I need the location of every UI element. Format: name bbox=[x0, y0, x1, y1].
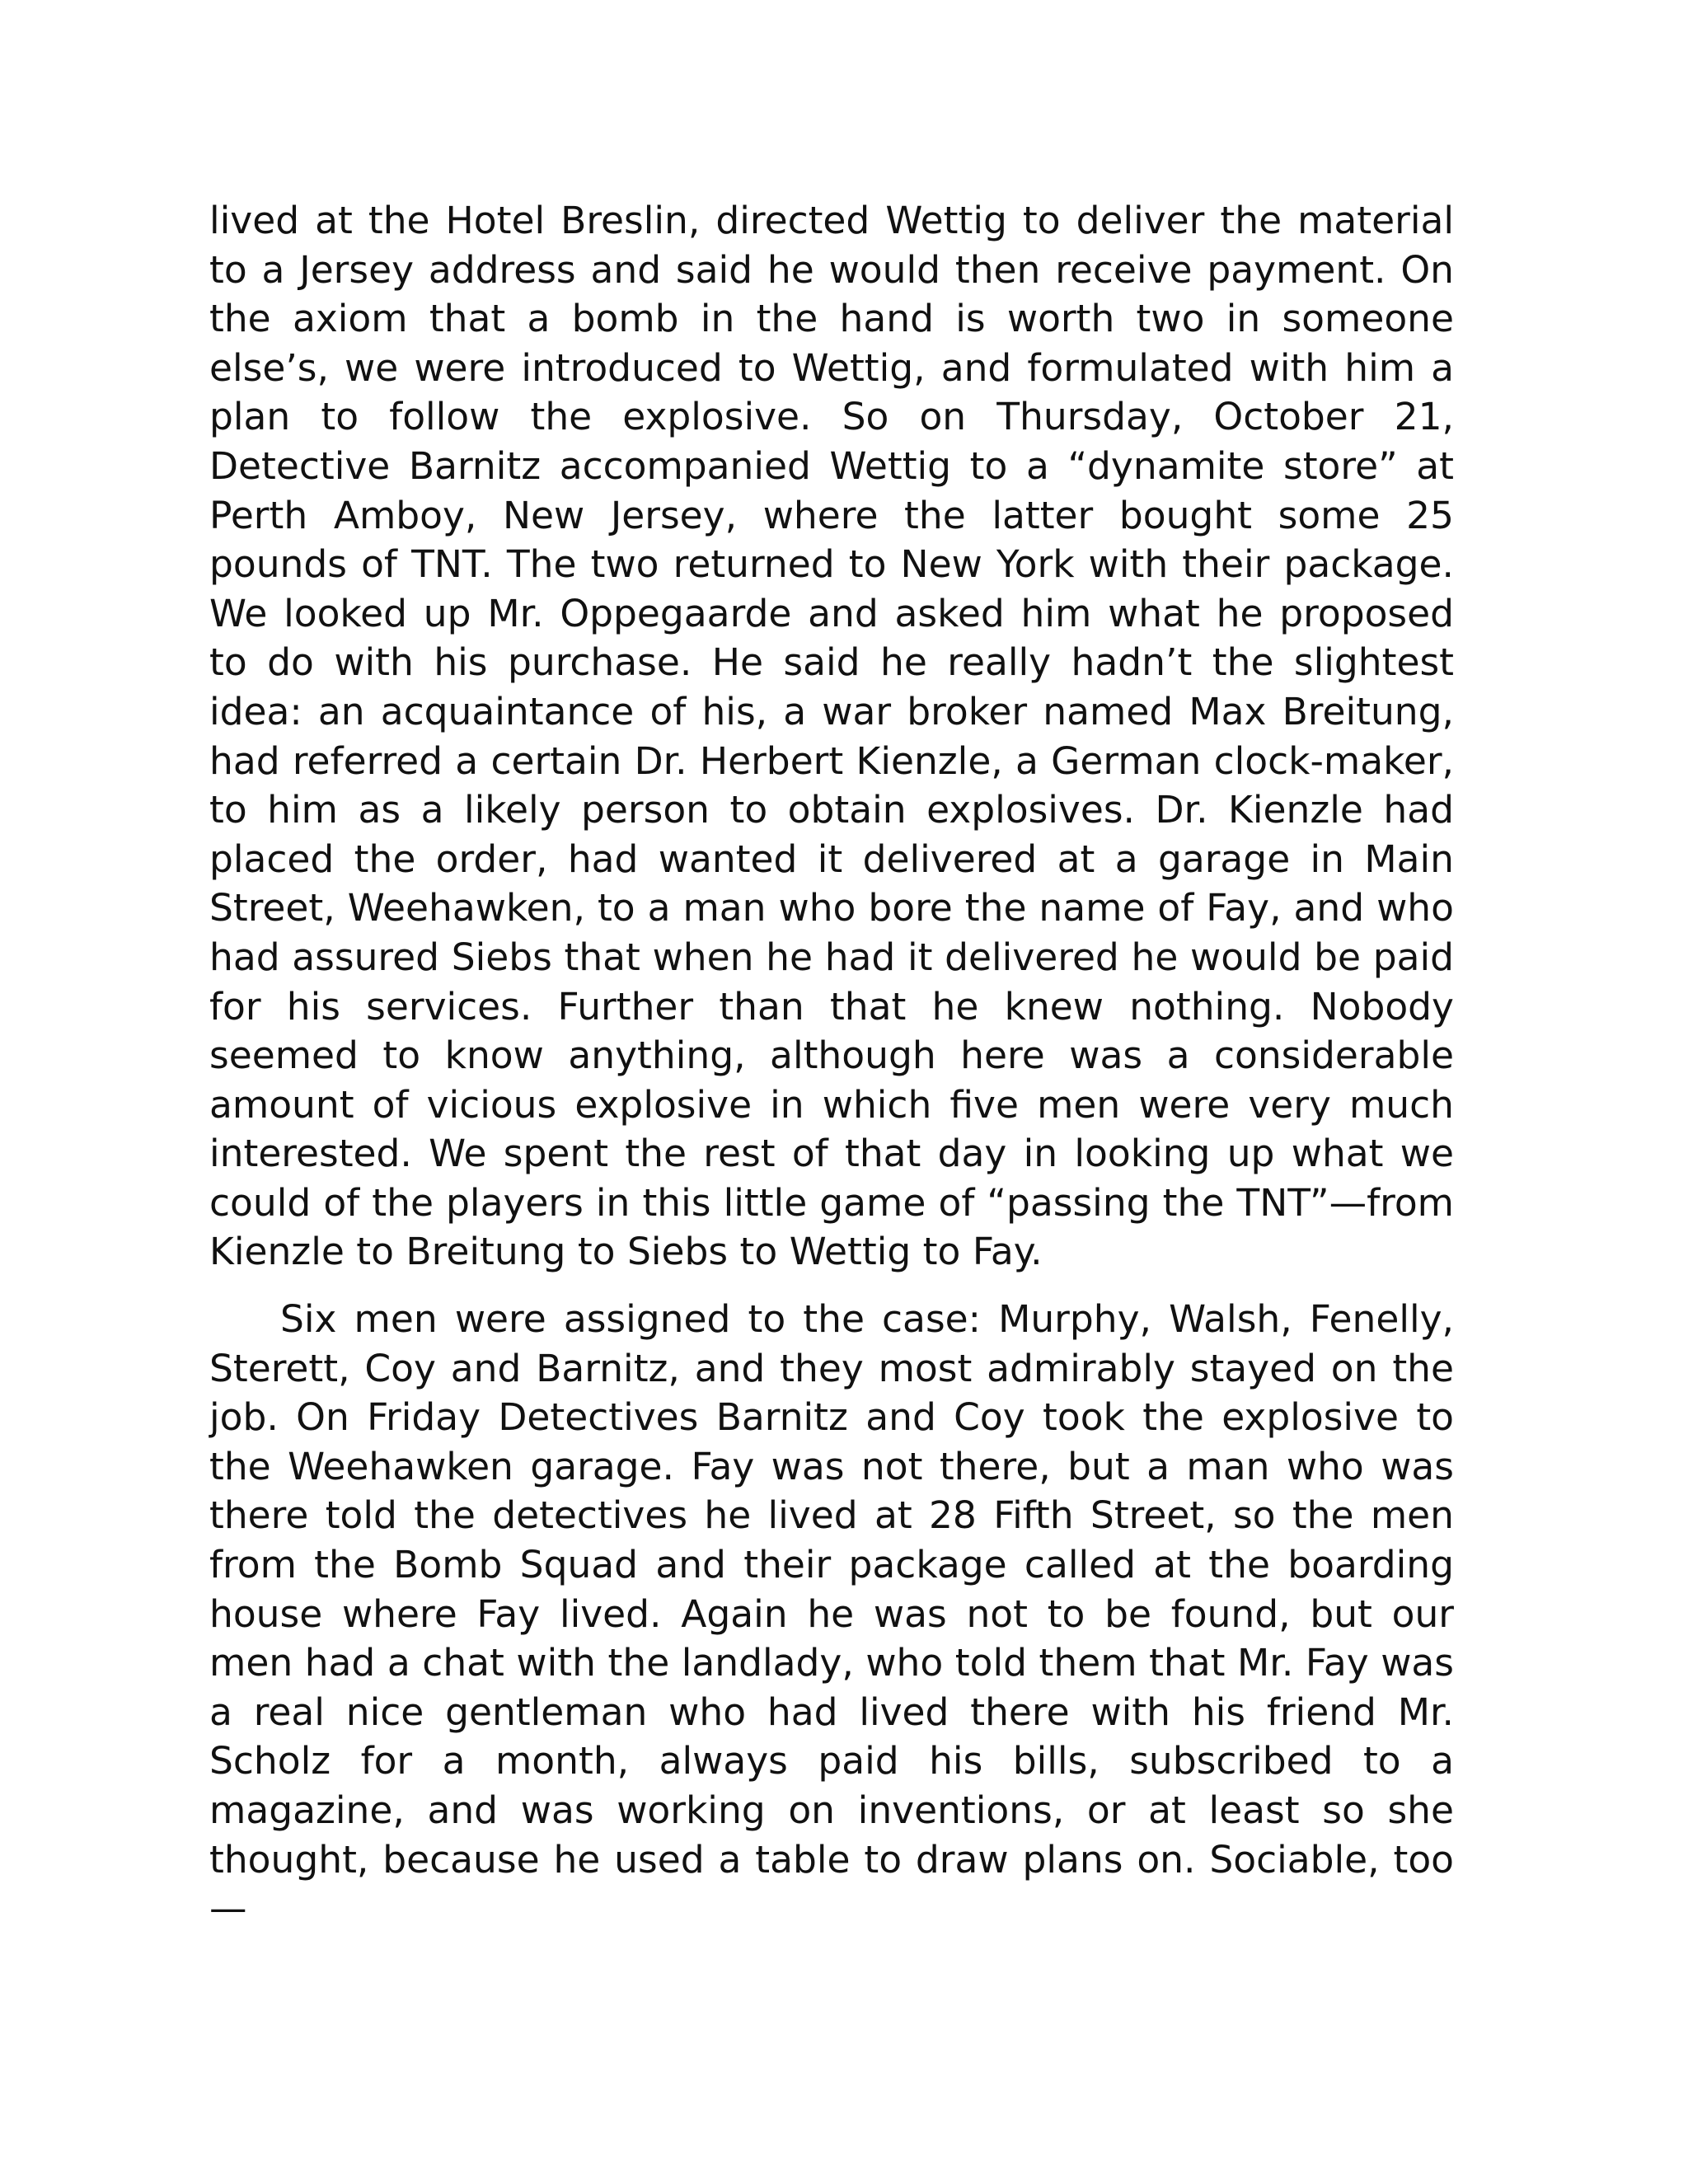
paragraph-1: lived at the Hotel Breslin, directed Wettig to deliver the material to a Jersey address and said he would then receive payment. On the axiom that a bomb in the hand is worth two in someone else’s, we were introduced to Wettig, and formulated with him a plan to follow the explosive. So on Thursday, October 21, Detective Barnitz accompanied Wettig to a “dynamite store” at Perth Amboy, New Jersey, where the latter bought some 25 pounds of TNT. The two returned to New York with their package. We looked up Mr. Oppegaarde and asked him what he proposed to do with his purchase. He said he really hadn’t the slightest idea: an acquaintance of his, a war broker named Max Breitung, had referred a certain Dr. Herbert Kienzle, a German clock-maker, to him as a likely person to obtain explosives. Dr. Kienzle had placed the order, had wanted it delivered at a garage in Main Street, Weehawken, to a man who bore the name of Fay, and who had assured Siebs that when he had it delivered he would be paid for his services. Further than that he knew nothing. Nobody seemed to know anything, although here was a considerable amount of vicious explosive in which five men were very much interested. We spent the rest of that day in looking up what we could of the players in this little game of “passing the TNT”—from Kienzle to Breitung to Siebs to Wettig to Fay. bbox=[209, 199, 1454, 1274]
page-text bbox=[209, 196, 1454, 1933]
paragraph-2: Six men were assigned to the case: Murphy, Walsh, Fenelly, Sterett, Coy and Barnitz, and they most admirably stayed on the job. On Friday Detectives Barnitz and Coy took the explosive to the Weehawken garage. Fay was not there, but a man who was there told the detectives he lived at 28 Fifth Street, so the men from the Bomb Squad and their package called at the boarding house where Fay lived. Again he was not to be found, but our men had a chat with the landlady, who told them that Mr. Fay was a real nice gentleman who had lived there with his friend Mr. Scholz for a month, always paid his bills, subscribed to a magazine, and was working on inventions, or at least so she thought, because he used a table to draw plans on. Sociable, too— bbox=[209, 1297, 1454, 1931]
